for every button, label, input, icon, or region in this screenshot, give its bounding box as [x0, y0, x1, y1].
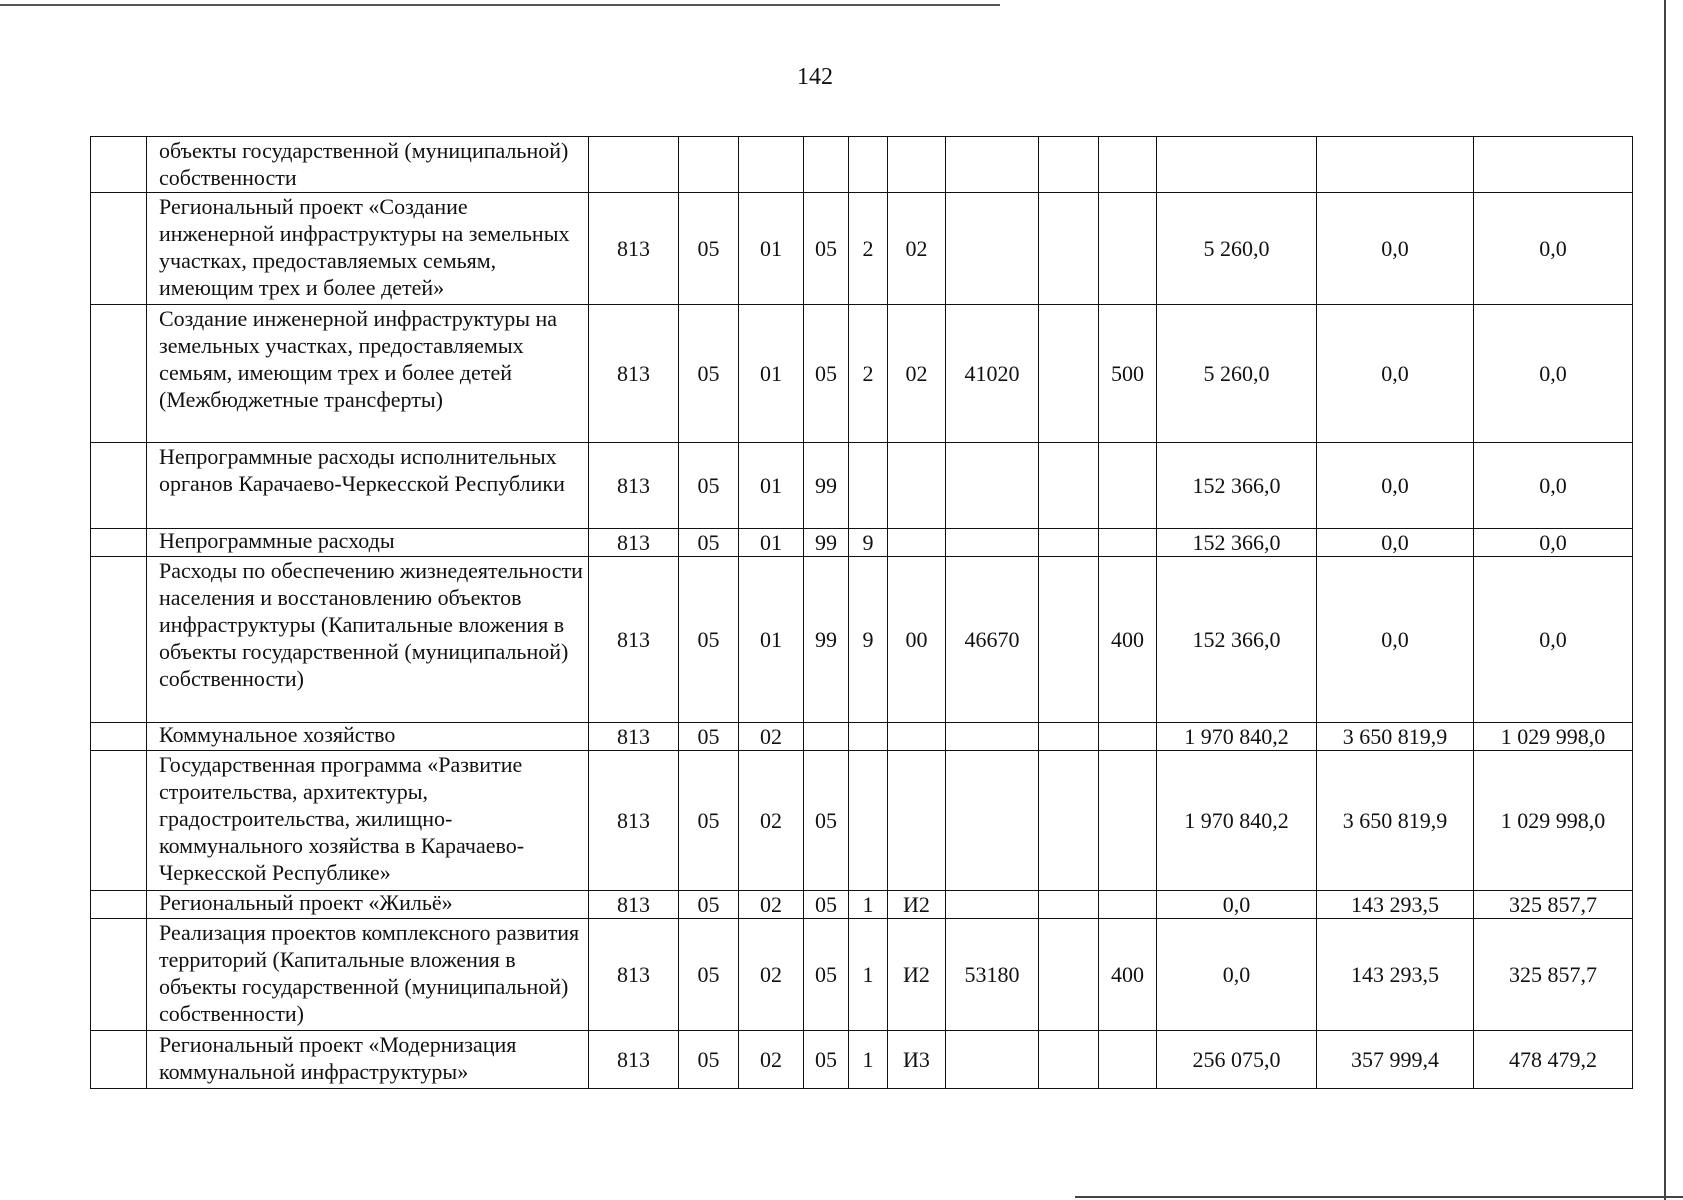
code-cell: 41020 [946, 305, 1039, 443]
code-cell: 05 [679, 529, 739, 557]
budget-table [90, 136, 1633, 1089]
code-cell: 9 [849, 529, 888, 557]
item-name-cell: Государственная программа «Развитие строительства, архитектуры, градостроительства, жилищно-коммунального хозяйства в Карачаево-Черкесской Республике» [147, 751, 589, 891]
code-cell [1039, 557, 1099, 723]
amount-cell [1474, 137, 1633, 193]
code-cell [1099, 751, 1157, 891]
code-cell [1099, 1031, 1157, 1089]
amount-cell: 357 999,4 [1317, 1031, 1474, 1089]
code-cell: 813 [589, 443, 679, 529]
code-cell: 05 [804, 1031, 849, 1089]
code-cell [946, 443, 1039, 529]
code-cell: 05 [679, 919, 739, 1031]
code-cell: 02 [739, 1031, 804, 1089]
code-cell [1039, 751, 1099, 891]
table-row [91, 529, 1633, 557]
code-cell: 02 [739, 751, 804, 891]
code-cell: 05 [804, 891, 849, 919]
code-cell [849, 443, 888, 529]
code-cell [946, 723, 1039, 751]
code-cell: 02 [739, 723, 804, 751]
code-cell: 05 [679, 557, 739, 723]
code-cell: 1 [849, 891, 888, 919]
code-cell: 05 [679, 305, 739, 443]
code-cell: 02 [739, 919, 804, 1031]
amount-cell: 0,0 [1474, 443, 1633, 529]
table-row [91, 137, 1633, 193]
amount-cell: 1 029 998,0 [1474, 751, 1633, 891]
code-cell: 813 [589, 193, 679, 305]
code-cell [1099, 891, 1157, 919]
code-cell [1099, 193, 1157, 305]
code-cell: 2 [849, 193, 888, 305]
amount-cell: 0,0 [1317, 557, 1474, 723]
code-cell [1039, 1031, 1099, 1089]
amount-cell: 1 970 840,2 [1157, 751, 1317, 891]
code-cell: 813 [589, 891, 679, 919]
code-cell: 99 [804, 443, 849, 529]
amount-cell: 0,0 [1317, 305, 1474, 443]
amount-cell: 0,0 [1157, 919, 1317, 1031]
code-cell: 01 [739, 557, 804, 723]
item-name-cell: Коммунальное хозяйство [147, 723, 589, 751]
code-cell [888, 137, 946, 193]
amount-cell: 5 260,0 [1157, 305, 1317, 443]
code-cell [1099, 443, 1157, 529]
amount-cell: 0,0 [1474, 193, 1633, 305]
code-cell [739, 137, 804, 193]
amount-cell: 0,0 [1157, 891, 1317, 919]
code-cell [1039, 137, 1099, 193]
code-cell: 500 [1099, 305, 1157, 443]
code-cell [1039, 443, 1099, 529]
code-cell [1039, 529, 1099, 557]
code-cell [804, 137, 849, 193]
item-name-cell: Расходы по обеспечению жизнедеятельности населения и восстановлению объектов инфраструктуры (Капитальные вложения в объекты государственной (муниципальной) собственности) [147, 557, 589, 723]
code-cell: 05 [679, 193, 739, 305]
table-row [91, 305, 1633, 443]
code-cell [679, 137, 739, 193]
code-cell: 813 [589, 557, 679, 723]
code-cell [888, 723, 946, 751]
code-cell [888, 529, 946, 557]
amount-cell: 478 479,2 [1474, 1031, 1633, 1089]
amount-cell: 152 366,0 [1157, 557, 1317, 723]
code-cell: 05 [804, 919, 849, 1031]
code-cell: 05 [679, 751, 739, 891]
row-index-cell [91, 305, 147, 443]
page-number: 142 [797, 64, 833, 90]
item-name-cell: Реализация проектов комплексного развития территорий (Капитальные вложения в объекты государственной (муниципальной) собственности) [147, 919, 589, 1031]
code-cell [1099, 529, 1157, 557]
code-cell [1039, 193, 1099, 305]
code-cell: 02 [888, 305, 946, 443]
amount-cell: 152 366,0 [1157, 529, 1317, 557]
code-cell: 813 [589, 723, 679, 751]
amount-cell: 0,0 [1317, 529, 1474, 557]
code-cell [946, 193, 1039, 305]
amount-cell: 0,0 [1474, 557, 1633, 723]
code-cell: 400 [1099, 919, 1157, 1031]
code-cell [849, 723, 888, 751]
code-cell: 02 [739, 891, 804, 919]
code-cell [804, 723, 849, 751]
code-cell: 01 [739, 529, 804, 557]
scan-edge-top [0, 4, 1000, 6]
code-cell: 813 [589, 919, 679, 1031]
row-index-cell [91, 137, 147, 193]
code-cell [888, 443, 946, 529]
table-row [91, 891, 1633, 919]
code-cell: 813 [589, 1031, 679, 1089]
item-name-cell: Непрограммные расходы [147, 529, 589, 557]
code-cell [1039, 891, 1099, 919]
amount-cell: 256 075,0 [1157, 1031, 1317, 1089]
scan-edge-bottom [1075, 1196, 1683, 1198]
amount-cell [1317, 137, 1474, 193]
amount-cell: 5 260,0 [1157, 193, 1317, 305]
amount-cell: 325 857,7 [1474, 919, 1633, 1031]
item-name-cell: Региональный проект «Жильё» [147, 891, 589, 919]
code-cell [946, 1031, 1039, 1089]
row-index-cell [91, 1031, 147, 1089]
code-cell: 05 [679, 443, 739, 529]
code-cell: И2 [888, 891, 946, 919]
item-name-cell: Региональный проект «Создание инженерной инфраструктуры на земельных участках, предоставляемых семьям, имеющим трех и более детей» [147, 193, 589, 305]
code-cell: 813 [589, 305, 679, 443]
code-cell [1099, 137, 1157, 193]
code-cell [946, 529, 1039, 557]
code-cell [946, 891, 1039, 919]
code-cell: 2 [849, 305, 888, 443]
amount-cell: 143 293,5 [1317, 919, 1474, 1031]
code-cell: 400 [1099, 557, 1157, 723]
code-cell: 9 [849, 557, 888, 723]
code-cell: 53180 [946, 919, 1039, 1031]
code-cell: 00 [888, 557, 946, 723]
row-index-cell [91, 723, 147, 751]
scan-edge-right [1664, 0, 1666, 1200]
amount-cell: 0,0 [1317, 193, 1474, 305]
code-cell [1039, 919, 1099, 1031]
item-name-cell: объекты государственной (муниципальной) собственности [147, 137, 589, 193]
table-row [91, 443, 1633, 529]
row-index-cell [91, 443, 147, 529]
row-index-cell [91, 919, 147, 1031]
code-cell: 1 [849, 1031, 888, 1089]
code-cell: 1 [849, 919, 888, 1031]
code-cell: 01 [739, 305, 804, 443]
amount-cell: 152 366,0 [1157, 443, 1317, 529]
row-index-cell [91, 891, 147, 919]
code-cell: 01 [739, 193, 804, 305]
amount-cell: 0,0 [1474, 529, 1633, 557]
code-cell: 813 [589, 529, 679, 557]
code-cell: И2 [888, 919, 946, 1031]
amount-cell: 0,0 [1317, 443, 1474, 529]
code-cell [1039, 723, 1099, 751]
code-cell: И3 [888, 1031, 946, 1089]
table-row [91, 1031, 1633, 1089]
amount-cell: 1 029 998,0 [1474, 723, 1633, 751]
table-row [91, 723, 1633, 751]
budget-table-body [91, 137, 1633, 1089]
code-cell [946, 751, 1039, 891]
row-index-cell [91, 193, 147, 305]
code-cell: 05 [679, 723, 739, 751]
code-cell [589, 137, 679, 193]
row-index-cell [91, 751, 147, 891]
row-index-cell [91, 557, 147, 723]
amount-cell: 0,0 [1474, 305, 1633, 443]
code-cell [1099, 723, 1157, 751]
code-cell: 02 [888, 193, 946, 305]
code-cell: 05 [679, 891, 739, 919]
amount-cell: 3 650 819,9 [1317, 751, 1474, 891]
amount-cell [1157, 137, 1317, 193]
amount-cell: 1 970 840,2 [1157, 723, 1317, 751]
item-name-cell: Создание инженерной инфраструктуры на земельных участках, предоставляемых семьям, имеющим трех и более детей (Межбюджетные трансферты) [147, 305, 589, 443]
code-cell [849, 751, 888, 891]
table-row [91, 919, 1633, 1031]
row-index-cell [91, 529, 147, 557]
code-cell: 813 [589, 751, 679, 891]
code-cell [1039, 305, 1099, 443]
amount-cell: 3 650 819,9 [1317, 723, 1474, 751]
code-cell: 05 [804, 193, 849, 305]
code-cell [849, 137, 888, 193]
table-row [91, 193, 1633, 305]
amount-cell: 325 857,7 [1474, 891, 1633, 919]
table-row [91, 751, 1633, 891]
code-cell: 99 [804, 557, 849, 723]
code-cell [946, 137, 1039, 193]
code-cell: 05 [804, 751, 849, 891]
table-row [91, 557, 1633, 723]
amount-cell: 143 293,5 [1317, 891, 1474, 919]
code-cell: 05 [679, 1031, 739, 1089]
item-name-cell: Региональный проект «Модернизация коммунальной инфраструктуры» [147, 1031, 589, 1089]
code-cell: 99 [804, 529, 849, 557]
item-name-cell: Непрограммные расходы исполнительных органов Карачаево-Черкесской Республики [147, 443, 589, 529]
code-cell: 05 [804, 305, 849, 443]
code-cell: 01 [739, 443, 804, 529]
code-cell: 46670 [946, 557, 1039, 723]
code-cell [888, 751, 946, 891]
